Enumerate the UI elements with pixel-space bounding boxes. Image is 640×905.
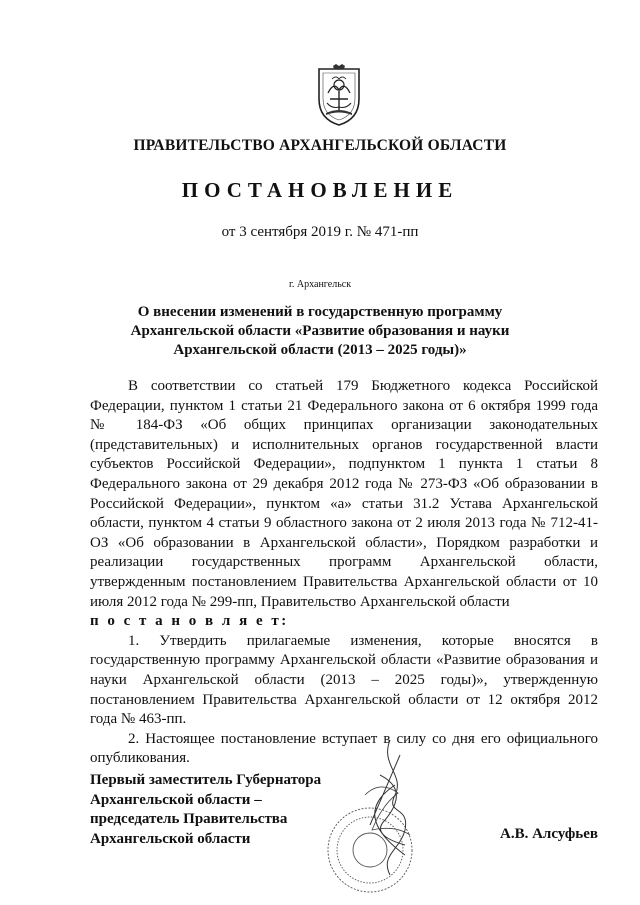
preamble-paragraph: В соответствии со статьей 179 Бюджетного кодекса Российской Федерации, пунктом 1 статьи 21 Федерального закона от 6 октября 1999 года № 184-ФЗ «Об общих принципах организации законодательных (представительных) и исполнительных органов государственной власти субъектов Российской Федерации», подпунктом 1 пункта 1 статьи 8 Федерального закона от 29 декабря 2012 года № 273-ФЗ «Об образовании в Российской Федерации», пунктом «а» статьи 31.2 Устава Архангельской области, пунктом 4 статьи 9 областного закона от 2 июля 2013 года № 712-41-ОЗ «Об образовании в Архангельской области», Порядком разработки и реализации государственных программ Архангельской области, утвержденным постановлением Правительства Архангельской области от 10 июля 2012 года № 299-пп, Правительство Архангельской области (90, 378, 598, 610)
item-paragraph-1: 1. Утвердить прилагаемые изменения, которые вносятся в государственную программу Архангельской области «Развитие образования и науки Архангельской области (2013 – 2025 годы)», утвержденную постановлением Правительства Архангельской области от 12 октября 2012 года № 463-пп. (90, 632, 598, 728)
position-line: Архангельской области – (90, 791, 262, 808)
position-line: председатель Правительства (90, 811, 288, 827)
signatory-position (90, 771, 321, 849)
resolves-word: п о с т а н о в л я е т: (90, 613, 289, 630)
signatory-name: А.В. Алсуфьев (500, 826, 598, 842)
resolves-line (90, 612, 598, 632)
government-title: ПРАВИТЕЛЬСТВО АРХАНГЕЛЬСКОЙ ОБЛАСТИ (133, 137, 507, 154)
subject-heading (120, 303, 520, 360)
position-line: Архангельской области (90, 830, 251, 847)
signature-stamp-image (310, 735, 450, 900)
position-line: Первый заместитель Губернатора (90, 772, 322, 788)
document-type-heading: ПОСТАНОВЛЕНИЕ (181, 178, 459, 202)
date-and-number: от 3 сентября 2019 г. № 471-пп (221, 224, 419, 240)
subject-line: Архангельской области «Развитие образования и науки (130, 323, 510, 339)
subject-line: Архангельской области (2013 – 2025 годы)» (173, 342, 467, 358)
item-paragraph-2: 2. Настоящее постановление вступает в силу со дня его официального опубликования. (90, 730, 598, 767)
document-body (90, 377, 598, 769)
coat-of-arms-emblem (314, 63, 364, 127)
subject-line: О внесении изменений в государственную программу (137, 304, 503, 320)
city-label: г. Архангельск (288, 279, 352, 290)
